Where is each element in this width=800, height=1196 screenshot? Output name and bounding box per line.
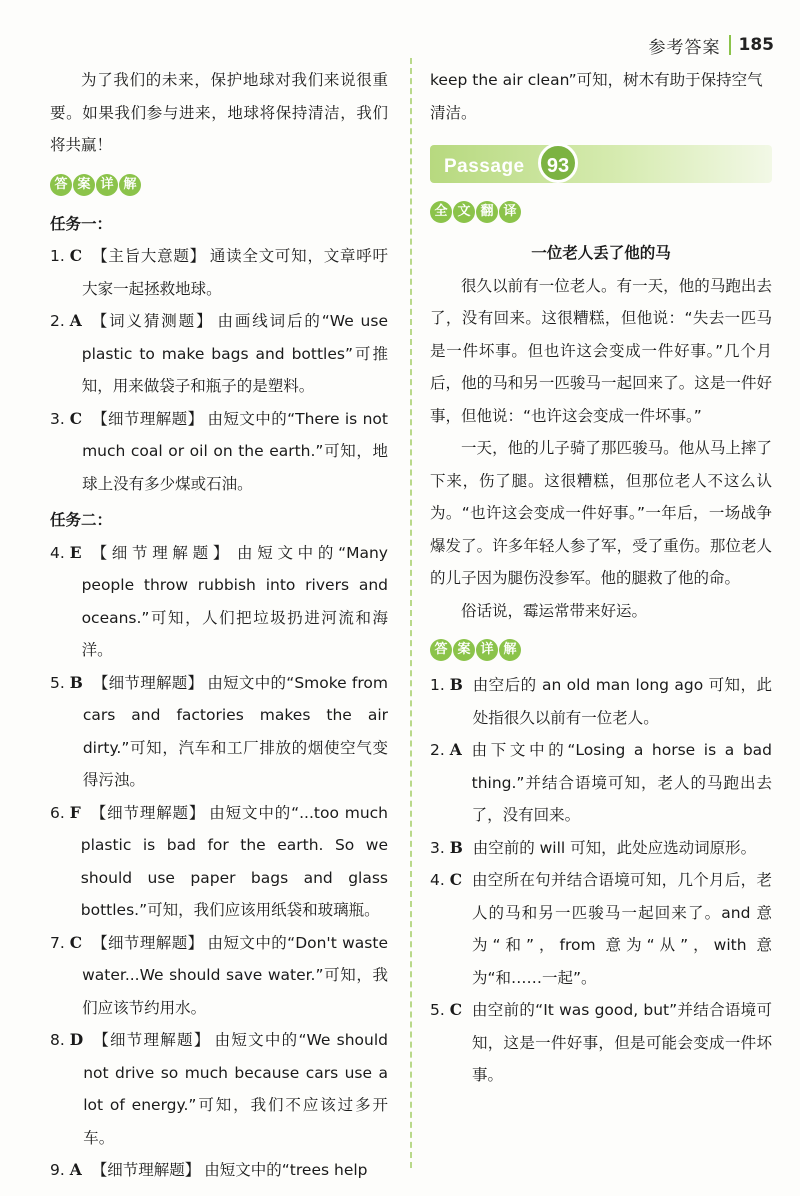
tag-char: 译 xyxy=(499,201,521,223)
item-category: 【细节理解题】 xyxy=(92,409,204,428)
item-category: 【主旨大意题】 xyxy=(92,247,206,265)
story-title: 一位老人丢了他的马 xyxy=(531,244,671,262)
answer-item xyxy=(430,994,772,1092)
item-text: 由空前的“It was good, but”并结合语境可知，这是一件好事，但是可能会变成一件坏事。 xyxy=(471,1001,772,1084)
tag-char: 答 xyxy=(50,174,72,196)
item-letter: C xyxy=(69,246,83,265)
item-text: 由短文中的“trees help xyxy=(204,1161,368,1179)
page-header xyxy=(649,30,775,60)
item-number: 6. xyxy=(50,803,65,822)
answer-item xyxy=(50,1154,388,1187)
item-text: 由短文中的“Don't waste water...We should save water.”可知，我们应该节约用水。 xyxy=(82,933,388,1017)
answer-detail-tag xyxy=(430,639,521,661)
item-letter: A xyxy=(449,740,462,759)
item-letter: B xyxy=(449,675,463,694)
task2-label: 任务二： xyxy=(50,511,113,529)
tag-char: 详 xyxy=(96,174,118,196)
item-category: 【词义猜测题】 xyxy=(91,312,214,330)
tag-char: 详 xyxy=(476,639,498,661)
item-letter: A xyxy=(69,1160,82,1179)
right-column xyxy=(430,64,772,1092)
item-text: 由空前的 will 可知，此处应选动词原形。 xyxy=(472,838,757,857)
translation-tag xyxy=(430,201,521,223)
item-number: 4. xyxy=(50,543,65,562)
answer-item xyxy=(430,669,772,734)
answer-item xyxy=(430,734,772,832)
item-text: 由短文中的“Smoke from cars and factories makes the air dirty.”可知，汽车和工厂排放的烟使空气变得污浊。 xyxy=(82,673,388,789)
item-text: 由空后的 an old man long ago 可知，此处指很久以前有一位老人。 xyxy=(472,676,772,727)
item-text: 由画线词后的“We use plastic to make bags and bottles”可推知，用来做袋子和瓶子的是塑料。 xyxy=(81,312,388,395)
answer-detail-tag xyxy=(50,174,141,196)
answer-item xyxy=(430,832,772,865)
story-paragraph: 一天，他的儿子骑了那匹骏马。他从马上摔了下来，伤了腿。这很糟糕，但那位老人不这么认为。“也许这会变成一件好事。”一年后，一场战争爆发了。许多年轻人参了军，受了重伤。那位老人的儿子因为腿伤没参军。他的腿救了他的命。 xyxy=(430,439,772,587)
item-category: 【细节理解题】 xyxy=(91,543,234,562)
answer-item xyxy=(430,864,772,994)
item-letter: A xyxy=(69,311,82,330)
passage-banner xyxy=(430,145,772,183)
item-text: 由空所在句并结合语境可知，几个月后，老人的马和另一匹骏马一起回来了。and 意为“和”，from 意为“从”，with 意为“和……一起”。 xyxy=(471,871,772,987)
item-letter: E xyxy=(69,542,82,562)
item-number: 1. xyxy=(430,676,445,694)
item-text: 由短文中的“Many people throw rubbish into rivers and oceans.”可知，人们把垃圾扔进河流和海洋。 xyxy=(81,543,388,659)
item-number: 8. xyxy=(50,1031,65,1049)
answer-item xyxy=(50,305,388,403)
item-number: 3. xyxy=(430,838,445,857)
tag-char: 解 xyxy=(119,174,141,196)
tag-char: 翻 xyxy=(476,201,498,223)
tag-char: 案 xyxy=(453,639,475,661)
item-text: 由短文中的“...too much plastic is bad for the earth. So we should use paper bags and glass bottles.”可知，我们应该用纸袋和玻璃瓶。 xyxy=(80,803,388,919)
passage-number: 93 xyxy=(538,143,578,183)
story-paragraph: 俗话说，霉运常带来好运。 xyxy=(461,601,648,620)
intro-paragraph: 为了我们的未来，保护地球对我们来说很重要。如果我们参与进来，地球将保持清洁，我们将共赢！ xyxy=(50,71,388,154)
item-number: 2. xyxy=(50,312,65,330)
answer-item xyxy=(50,1024,388,1154)
item-text: 由下文中的“Losing a horse is a bad thing.”并结合语境可知，老人的马跑出去了，没有回来。 xyxy=(471,741,772,824)
page-number: 185 xyxy=(738,35,774,55)
item-letter: F xyxy=(69,802,81,822)
tag-char: 解 xyxy=(499,639,521,661)
column-divider xyxy=(410,58,412,1168)
answer-item xyxy=(50,797,388,927)
item-text: 由短文中的“There is not much coal or oil on the earth.”可知，地球上没有多少煤或石油。 xyxy=(82,409,388,493)
item-letter: C xyxy=(69,408,83,428)
item-letter: B xyxy=(449,837,463,857)
item-letter: C xyxy=(69,932,83,952)
item-category: 【细节理解题】 xyxy=(92,933,204,952)
answer-item xyxy=(50,927,388,1025)
item-number: 9. xyxy=(50,1161,65,1179)
tag-char: 案 xyxy=(73,174,95,196)
item-letter: C xyxy=(449,870,463,889)
item-category: 【细节理解题】 xyxy=(92,673,204,692)
item-letter: D xyxy=(69,1030,84,1049)
passage-label: Passage xyxy=(444,156,525,177)
answer-item xyxy=(50,403,388,501)
item-text: 由短文中的“We should not drive so much because cars use a lot of energy.”可知，我们不应该过多开车。 xyxy=(83,1031,388,1147)
item-number: 7. xyxy=(50,933,65,952)
story-paragraph: 很久以前有一位老人。有一天，他的马跑出去了，没有回来。这很糟糕，但他说：“失去一匹马是一件坏事。但也许这会变成一件好事。”几个月后，他的马和另一匹骏马一起回来了。这是一件好事，但他说：“也许这会变成一件坏事。” xyxy=(430,276,772,425)
left-column xyxy=(50,64,388,1187)
answer-item xyxy=(50,667,388,797)
task1-label: 任务一： xyxy=(50,214,113,233)
continuation-text: keep the air clean”可知，树木有助于保持空气清洁。 xyxy=(430,71,763,122)
tag-char: 答 xyxy=(430,639,452,661)
section-title: 参考答案 xyxy=(648,37,721,58)
tag-char: 全 xyxy=(430,201,452,223)
item-letter: C xyxy=(449,1000,463,1019)
answer-item xyxy=(50,240,388,305)
tag-char: 文 xyxy=(453,201,475,223)
item-number: 5. xyxy=(50,673,65,692)
header-divider xyxy=(729,35,731,55)
item-number: 5. xyxy=(430,1001,445,1019)
item-category: 【细节理解题】 xyxy=(90,803,206,822)
item-category: 【细节理解题】 xyxy=(91,1161,201,1179)
item-letter: B xyxy=(69,672,83,692)
answer-item xyxy=(50,537,388,667)
item-number: 3. xyxy=(50,409,65,428)
item-number: 1. xyxy=(50,247,65,265)
item-category: 【细节理解题】 xyxy=(93,1031,211,1049)
item-number: 2. xyxy=(430,741,445,759)
item-text: 通读全文可知，文章呼吁大家一起拯救地球。 xyxy=(82,247,388,298)
item-number: 4. xyxy=(430,871,445,889)
